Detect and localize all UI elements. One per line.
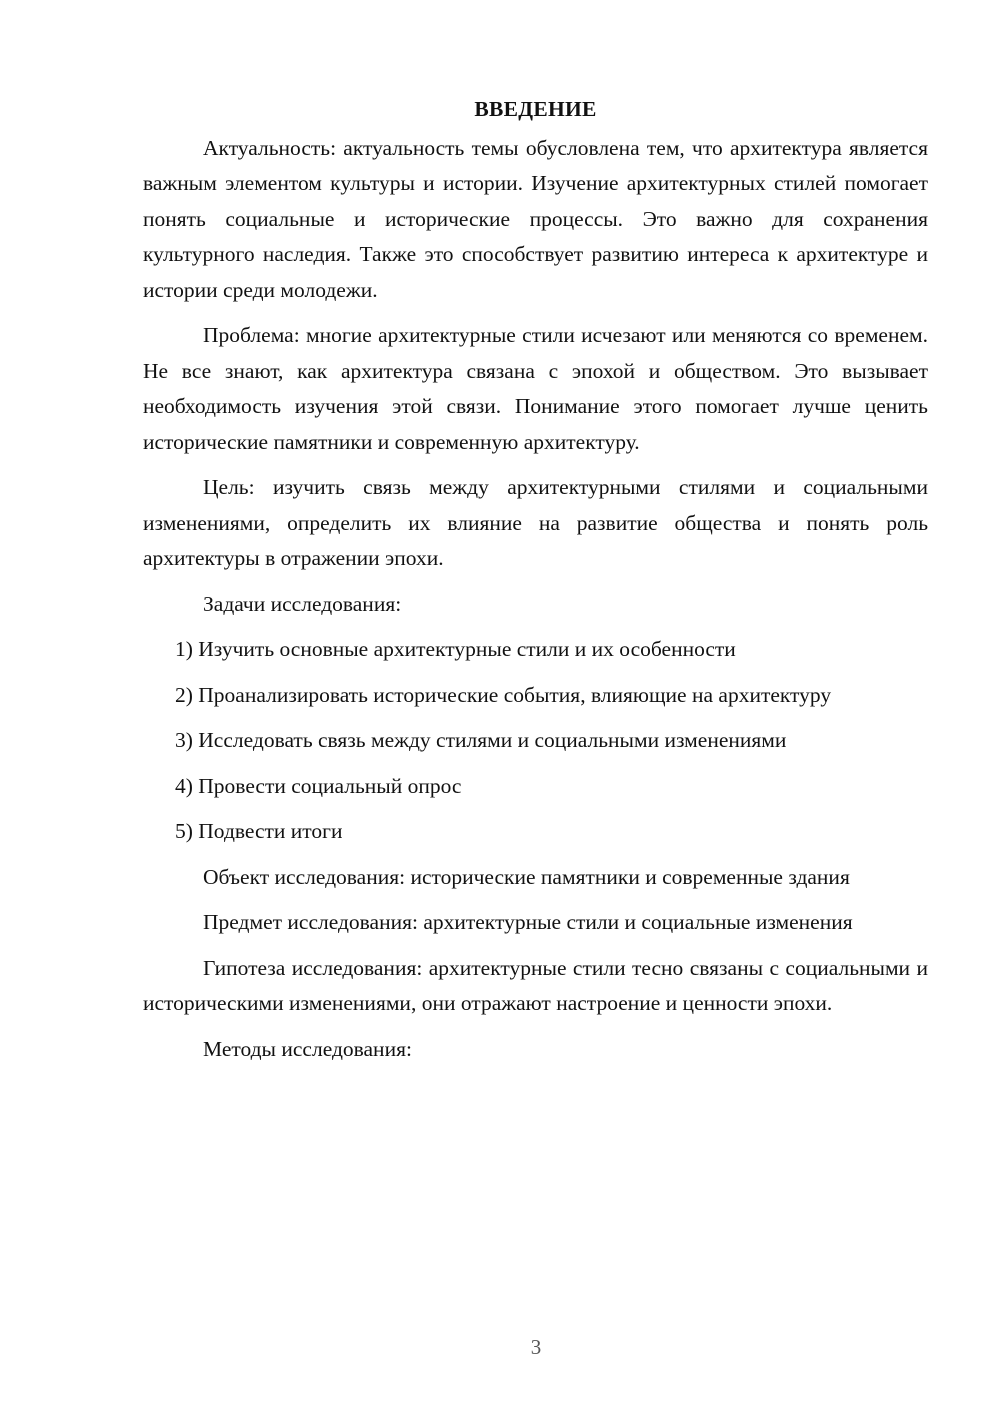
goal-paragraph: Цель: изучить связь между архитектурными стилями и социальными изменениями, определить их влияние на развитие общества и понять роль архитектуры в отражении эпохи.	[143, 475, 928, 570]
subject-paragraph: Предмет исследования: архитектурные стили и социальные изменения	[203, 910, 853, 934]
hypothesis-paragraph: Гипотеза исследования: архитектурные стили тесно связаны с социальными и историческими изменениями, они отражают настроение и ценности эпохи.	[143, 955, 928, 1015]
object-paragraph: Объект исследования: исторические памятники и современные здания	[203, 864, 850, 889]
section-title: ВВЕДЕНИЕ	[474, 97, 597, 121]
page-content	[143, 92, 928, 1077]
problem-paragraph: Проблема: многие архитектурные стили исчезают или меняются со временем. Не все знают, как архитектура связана с эпохой и обществом. Это вызывает необходимость изучения этой связи. Понимание этого помогает лучше ценить исторические памятники и современную архитектуру.	[143, 323, 928, 454]
task-item: 5) Подвести итоги	[175, 819, 343, 843]
tasks-heading: Задачи исследования:	[203, 591, 402, 616]
task-item: 4) Провести социальный опрос	[175, 773, 462, 798]
task-item: 1) Изучить основные архитектурные стили и их особенности	[175, 637, 736, 661]
page-number: 3	[530, 1335, 542, 1359]
task-item: 3) Исследовать связь между стилями и социальными изменениями	[175, 728, 787, 752]
relevance-paragraph: Актуальность: актуальность темы обусловлена тем, что архитектура является важным элементом культуры и истории. Изучение архитектурных стилей помогает понять социальные и исторические процессы. Это важно для сохранения культурного наследия. Также это способствует развитию интереса к архитектуре и истории среди молодежи.	[143, 135, 928, 302]
task-item: 2) Проанализировать исторические события, влияющие на архитектуру	[175, 682, 832, 707]
methods-heading: Методы исследования:	[203, 1036, 412, 1061]
